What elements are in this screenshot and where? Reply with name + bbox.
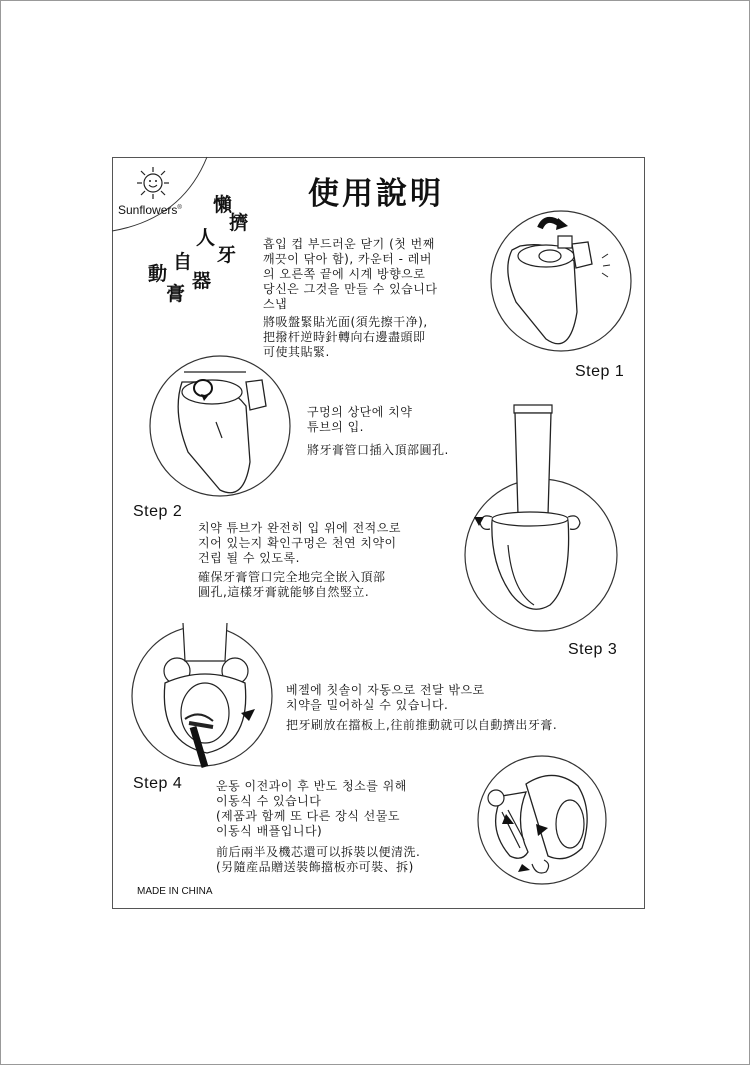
step4-illustration: [129, 623, 277, 771]
slogan-char: 器: [192, 270, 212, 292]
slogan-char: 人: [196, 227, 216, 249]
brand-name: Sunflowers®: [118, 203, 182, 217]
step1-label: Step 1: [575, 363, 625, 380]
cleaning-chinese: 前后兩半及機芯還可以拆裝以便清洗. (另隨産品贈送裝飾擋板亦可裝、拆): [216, 845, 421, 874]
step3-korean: 치약 튜브가 완전히 입 위에 전적으로 지어 있는지 확인구멍은 천연 치약이 건립 될 수 있도록.: [198, 521, 401, 565]
step2-illustration: [146, 352, 296, 502]
step1-illustration: [484, 206, 639, 356]
slogan-char: 懶: [213, 194, 233, 216]
step4-label: Step 4: [133, 775, 183, 792]
step4-chinese: 把牙刷放在擋板上,往前推動就可以自動擠出牙膏.: [286, 718, 558, 732]
cleaning-korean: 운동 이전과이 후 반도 청소를 위해 이동식 수 있습니다 (제품과 함께 또 다른 장식 선물도 이동식 배플입니다): [216, 779, 407, 838]
step1-chinese: 將吸盤緊貼光面(須先擦干净), 把撥杆逆時針轉向右邊盡頭即 可使其貼緊.: [263, 315, 428, 359]
step3-label: Step 3: [568, 641, 618, 658]
slogan-char: 動: [148, 263, 168, 285]
made-in-label: MADE IN CHINA: [137, 886, 213, 897]
step3-chinese: 確保牙膏管口完全地完全嵌入頂部 圓孔,這樣牙膏就能够自然竪立.: [198, 570, 386, 599]
page-title: 使用說明: [308, 176, 444, 212]
slogan-char: 膏: [166, 283, 186, 305]
step4-korean: 베젤에 칫솔이 자동으로 전달 밖으로 치약을 밀어하실 수 있습니다.: [286, 683, 485, 712]
slogan-char: 擠: [229, 212, 249, 234]
step3-illustration: [460, 405, 620, 635]
slogan-char: 牙: [217, 244, 237, 266]
step2-korean: 구멍의 상단에 치약 튜브의 입.: [307, 405, 413, 434]
disassembly-illustration: [466, 752, 616, 892]
step1-korean: 흡입 컵 부드러운 닫기 (첫 번째 깨끗이 닦아 함), 카운터 - 레버 의 오른쪽 끝에 시계 방향으로 당신은 그것을 만들 수 있습니다 스냅: [263, 237, 438, 311]
slogan-char: 自: [173, 251, 193, 273]
step2-label: Step 2: [133, 503, 183, 520]
step2-chinese: 將牙膏管口插入頂部圓孔.: [307, 443, 449, 457]
sunflower-logo-icon: [136, 166, 170, 200]
